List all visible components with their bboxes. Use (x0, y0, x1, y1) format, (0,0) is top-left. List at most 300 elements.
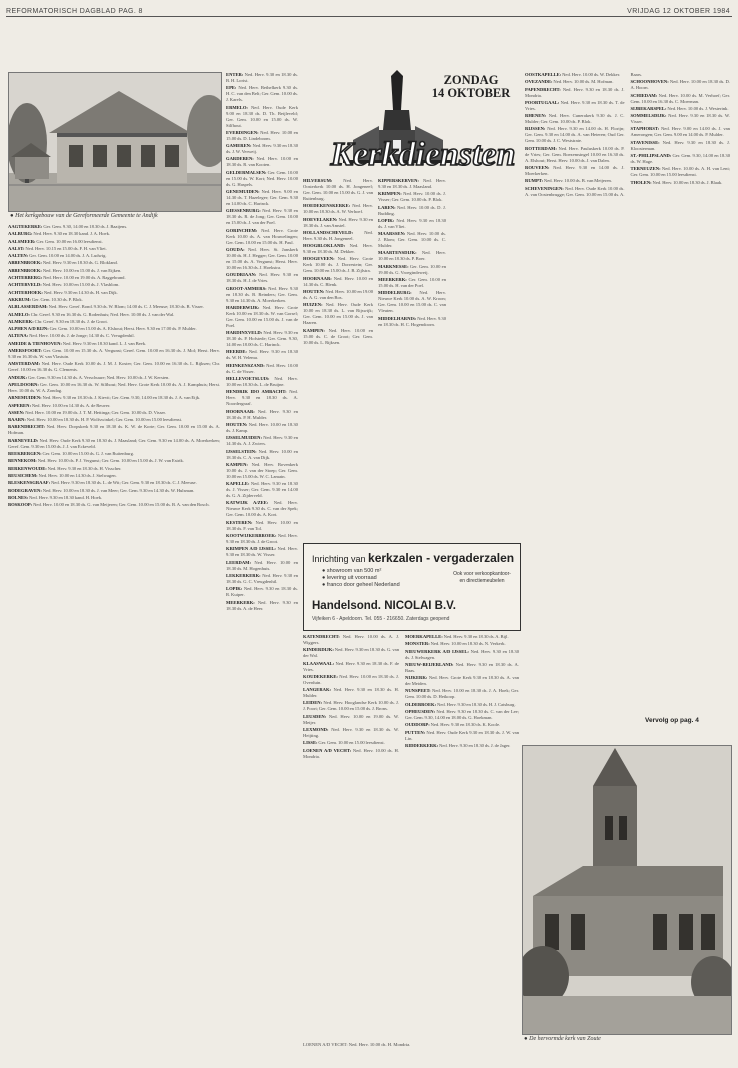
church-listing (226, 573, 298, 585)
listing-place: BARNEVELD: (8, 437, 40, 443)
listing-place: HOEDEKENSKERKE: (303, 203, 353, 209)
listing-services: Ned. Herv. 9.30 en 18.30 kand. J. A. Hoek. (33, 231, 111, 237)
church-listing (8, 410, 220, 416)
church-listing (8, 282, 220, 288)
church-listing (631, 166, 731, 178)
listing-place: LOPIK: (226, 586, 244, 592)
ad-item-list (322, 568, 400, 589)
listing-place: LEIDEN: (303, 700, 324, 706)
listing-place: LOPIK: (378, 217, 397, 223)
listing-place: ROUVEEN: (525, 165, 554, 171)
listing-place: HILVERSUM: (303, 178, 344, 183)
listing-place: AMEIDE & TIENHOVEN: (8, 340, 63, 346)
church-listing (303, 740, 399, 746)
listing-place: ABBENBROEK: (8, 267, 43, 273)
church-listing (226, 520, 298, 532)
church-listing (226, 72, 298, 84)
listing-services: Ned. Herv. 9.30 en 18.30 ds. J. Mondria. (525, 86, 625, 98)
listing-services: Ger. Gem. 10.00 en 15.00 ds. H. van der Poel. (378, 277, 446, 289)
church-listing (226, 156, 298, 168)
church-listing (525, 165, 625, 177)
church-listing (8, 326, 220, 332)
listing-place: MEERKERK: (226, 599, 258, 605)
church-listing (226, 349, 298, 361)
listing-place: LANGERAK: (303, 687, 334, 693)
listing-place: ST.-PHILIPSLAND: (630, 153, 673, 159)
church-listing (8, 348, 220, 360)
listing-place: GIESSENBURG: (226, 208, 263, 214)
listing-services: Ned. Herv. 9.30 en 18.30 ds. R. de Jong; Ger. Gem. 10.00 en 15.00 ds. J. van der Poel. (226, 208, 298, 226)
listing-place: ALMKERK: (8, 318, 35, 324)
listing-place: OVEZANDE: (525, 79, 554, 85)
listing-services: Ned. Herv. Oude Kerk 10.00 ds. J. M. J. Koster; Ger. Gem. 10.00 en 16.30 ds. L. Rijksen; Chr. Geref. 10.00 en 16.30 ds. G. Clements. (8, 361, 220, 373)
listing-services: Ned. Herv. 9.30 en 18.30 ds. W. Visser. (226, 546, 298, 558)
listing-place: GELDERMALSEN: (226, 169, 268, 175)
photo-caption-right (524, 1036, 730, 1042)
furniture-ad (303, 543, 521, 631)
listing-place: AALBURG: (8, 231, 34, 237)
listing-services: Ned. Herv. 9.30 en 18.30 ds. H. Visscher. (47, 465, 122, 471)
listing-services: Ger. Gem. 10.00 en 15.30 ds. A. Vergunst; Geref. Gem. 10.00 en 16.30 ds. J. Mol; Herst. Herv. 9.30 en 16.30 ds. W. van Vlastuin. (8, 348, 220, 360)
church-listing (8, 375, 220, 381)
listing-place: KAPELLE: (226, 481, 251, 487)
ad-item: ● levering uit voorraad (322, 575, 377, 581)
listing-place: ANDIJK: (8, 374, 28, 380)
listing-services: Ger. Gem. 10.00 en 15.00 ds. W. Kort; Ned. Herv. 10.00 ds. G. Haspels. (226, 169, 298, 187)
listing-services: Ned. Herv. Bovenkerk 10.00 ds. J. van der Stoep; Ger. Gem. 10.00 en 15.00 ds. W. C. Lamain. (226, 461, 298, 479)
listing-services: Ned. Herv. 10.00 en 18.30 ds. J. A. Hoek; Ger. Gem. 10.00 ds. D. Heikoop. (405, 688, 519, 700)
listing-place: AAGTEKERKE: (8, 224, 44, 229)
listing-place: LEERDAM: (226, 559, 255, 565)
listing-services: Ger. Gem. 10.00 en 14.00 ds. J. A. Ludwig. (29, 253, 107, 259)
listing-services: Ned. Herv. 10.00 en 18.30 ds. J. van Meer; Ger. Gem. 9.30 en 14.30 ds. W. Hulsman. (42, 487, 195, 493)
listing-place: HOUTEN: (303, 289, 326, 295)
header-rule (6, 16, 732, 17)
listing-services: Ned. Herv. 9.30 ds. H. Jongeneel. (303, 229, 373, 241)
listing-place: RHENEN: (525, 113, 549, 119)
listing-place: PUTTEN: (405, 729, 427, 735)
listing-place: OLDEBROEK: (405, 701, 437, 707)
church-listing (226, 500, 298, 518)
column-3-lower (303, 634, 399, 1040)
listing-place: BAARN: (8, 417, 27, 423)
listing-place: KAMPEN: (303, 327, 329, 333)
listing-place: GOUDRIAAN: (226, 272, 259, 278)
church-listing (8, 451, 220, 457)
listing-services: Ned. Herv. 10.00 ds. D. J. Budding. (378, 204, 446, 216)
church-listing (303, 687, 399, 699)
church-listing (8, 333, 220, 339)
church-listing (303, 217, 373, 229)
listing-services: Ned. Herv. 9.30 en 18.30 ds. P. Hofstede; Ger. Gem. 9.30, 14.00 en 18.00 ds. C. Harinck. (226, 330, 298, 348)
listing-services: Ned. Herv. Bethelkerk 9.30 ds. H. C. van den Belt; Ger. Gem. 10.00 ds. J. Karels. (226, 85, 298, 103)
listing-place: POORTUGAAL: (525, 99, 561, 105)
listing-place: LEUSDEN: (303, 713, 329, 719)
photo-caption-left (10, 213, 224, 219)
listing-place: MONSTER: (405, 641, 431, 647)
church-listing (525, 100, 625, 112)
church-listing (405, 688, 519, 700)
listing-services: Ned. Herv. 9.30 en 18.30 ds. F. de Vries. (303, 660, 399, 672)
church-listing (303, 203, 373, 215)
listing-place: SCHOONHOVEN: (630, 79, 670, 85)
listing-place: RIJSSEN: (525, 126, 548, 132)
listing-services: Ned. Herv. 10.00 en 18.30 ds. F. van Tol. (226, 519, 298, 531)
listing-services: Ned. Herv. 9.30 en 18.30 ds. G. van der Wal. (303, 647, 399, 659)
church-listing (378, 218, 446, 230)
vervolg-note: Vervolg op pag. 4 (645, 717, 699, 724)
church-listing (525, 178, 625, 184)
listing-place: NUNSPEET: (405, 688, 432, 694)
listing-services: Ned. Herv. 9.30 en 18.30 ds. B. H. Lorist. (226, 72, 298, 83)
page-header-right: VRIJDAG 12 OKTOBER 1984 (627, 8, 730, 15)
ad-address: Vijfeiken 6 - Apeldoorn. Tel. 055 - 216650. Zaterdags geopend (312, 616, 450, 622)
listing-place: KAMPEN: (226, 461, 252, 467)
church-listing (525, 87, 625, 99)
listing-services: Ned. Herv. 10.00 en 19.00 ds. J. T. M. Hettinga; Ger. Gem. 10.00 ds. D. Visser. (25, 409, 166, 415)
church-listing (303, 727, 399, 739)
listing-services: Ger. Gem. 9.30, 14.00 en 18.30 ds. J. Baaijens. (43, 224, 128, 229)
church-listing (8, 231, 220, 237)
listing-place: LEKKERKERK: (226, 572, 263, 578)
listing-services: Ned. Herv. 9.30 en 18.30 ds. J. Kloosterman. (630, 139, 730, 151)
listing-place: NIJKERK: (405, 675, 429, 681)
listing-services: Ned. Herv. 9.30 en 18.30 ds. H. C. Hogendoorn. (378, 315, 446, 327)
listing-services: Chr. Geref. 9.30 en 18.30 ds. J. de Groot. (34, 318, 108, 324)
listing-services: Ned. Herv. 10.00 en 18.30 ds. J. Kamp. (226, 421, 298, 433)
heading-date-day: ZONDAG (443, 73, 499, 87)
church-listing (226, 422, 298, 434)
church-listing (226, 228, 298, 246)
listing-services: Ned. Herv. 9.30 en 18.30 kand. H. Hoek. (29, 494, 103, 500)
church-listing (226, 533, 298, 545)
column-4 (378, 178, 446, 538)
listing-services: Ned. Herv. Geref. Bond. 9.30 ds. W. Blom; 14.00 ds. C. J. Meeuse; 18.30 ds. B. Visser. (48, 304, 204, 310)
listing-place: GROOT-AMMERS: (226, 285, 269, 291)
church-listing (303, 634, 399, 646)
church-listing (8, 260, 220, 266)
church-listing (303, 289, 373, 301)
church-listing (8, 304, 220, 310)
listing-place: LEXMOND: (303, 727, 332, 733)
listing-place: ASPEREN: (8, 402, 32, 408)
listing-services: Ger. Gem. 9.30 en 14.30 ds. A. Verschuure; Ned. Herv. 10.00 ds. J. W. Kersten. (28, 374, 170, 380)
listing-place: ACHTERHOEK: (8, 289, 44, 295)
church-listing (303, 256, 373, 274)
listing-place: HOORNAAR: (303, 275, 334, 281)
listing-place: LOENEN A/D VECHT: (303, 747, 353, 753)
listing-place: HOORNAAR: (226, 408, 258, 414)
church-listing (631, 126, 731, 138)
listing-services: Ned. Herv. Oude Kerk 10.00 en 18.30 ds. L. van Rijswijk; Ger. Gem. 10.00 en 15.00 ds. J. van Haaren. (303, 302, 373, 326)
listing-place: KRIMPEN A/D IJSSEL: (226, 546, 278, 552)
listing-services: Ned. Herv. 10.00 en 18.30 ds. L. de Bruijne. (226, 376, 298, 388)
church-listing (405, 641, 519, 647)
listing-place: PAPENDRECHT: (525, 86, 563, 92)
church-listing (226, 305, 298, 329)
heading-block (303, 70, 521, 174)
church-listing (8, 290, 220, 296)
church-listing (226, 389, 298, 407)
listing-services: Ned. Herv. 9.30 en 18.30 ds. H. J. Catsburg. (437, 701, 516, 707)
listing-place: OOSTKAPELLE: (525, 72, 563, 77)
listing-services: Ned. Herv. 9.30 en 18.30 ds. J. Stelwagen. (405, 648, 519, 660)
church-listing (303, 328, 373, 346)
listing-services: Ned. Herv. 9.30 en 14.30 ds. A. J. Zwiers. (226, 435, 298, 447)
church-listing (226, 286, 298, 304)
listing-services: Ned. Herv. 9.30 en 18.30 ds. C. van der Lee; Ger. Gem. 9.30, 14.00 en 18.00 ds. G. Hoekman. (405, 709, 519, 721)
listing-place: ERMELO: (226, 104, 251, 110)
listing-services: Ned. Herv. 9.30 en 18.30 ds. A. de Heer. (226, 599, 298, 611)
column-5 (525, 72, 730, 712)
church-listing (525, 72, 625, 78)
listing-services: Chr. Geref. 9.30 en 16.30 ds. G. Rodenhuis; Ned. Herv. 10.00 ds. J. van der Wal. (30, 311, 175, 317)
listing-services: Ned. Herv. 10.00 en 18.30 ds. A. W. Verhoef. (303, 203, 373, 215)
listing-place: NIEUWERKERK A/D IJSSEL: (405, 648, 471, 654)
heading-title (325, 134, 521, 172)
listing-place: KATENDRECHT: (303, 634, 343, 639)
church-listing (8, 382, 220, 394)
listing-place: HUIZEN: (303, 302, 326, 308)
church-listing (8, 275, 220, 281)
listing-services: Ger. Gem. 10.00 en 16.00 leesdienst. (36, 238, 103, 244)
listing-services: Ned. Herv. 10.15 en 15.00 ds. F. H. van Vliet. (25, 245, 107, 251)
church-listing (8, 224, 220, 230)
listing-place: SCHIEDAM: (630, 92, 659, 98)
listing-place: ASSEN: (8, 409, 26, 415)
church-listing (405, 662, 519, 674)
listing-place: BODEGRAVEN: (8, 487, 43, 493)
heading-date-date: 14 OKTOBER (431, 86, 511, 100)
church-listing (303, 276, 373, 288)
listing-place: IJSSELMUIDEN: (226, 435, 264, 441)
ad-headline-plain: Inrichting van (312, 554, 369, 564)
church-listing (631, 106, 731, 112)
listing-services: Ned. Herv. 10.00 ds. A. J. Wiggers. (303, 634, 399, 645)
church-listing (226, 330, 298, 348)
church-listing (303, 714, 399, 726)
listing-place: BOLNES: (8, 494, 30, 500)
listing-services: Ned. Herv. St. Janskerk 10.00 ds. H. J. Hegger; Ger. Gem. 10.00 en 15.00 ds. A. Vergunst; Herst. Herv. 10.00 en 16.30 ds. J. Hoekstra. (226, 246, 298, 270)
church-listing (8, 395, 220, 401)
church-listing (303, 243, 373, 255)
caption-bullet-icon: ● (524, 1036, 528, 1042)
listing-services: Ned. Herv. Oude Kerk 9.30 en 18.30 ds. J. Maasland; Ger. Gem. 9.30 en 14.00 ds. A. Moerkerken; Geref. Gem. 9.30 en 15.00 ds. J. J. van Eckeveld. (8, 437, 220, 449)
church-listing (405, 634, 519, 640)
listing-place: ACHTERBERG: (8, 275, 44, 281)
listing-services: Ned. Herv. 10.00 en 18.30 ds. G. van Meijeren; Ger. Gem. 10.00 en 15.00 ds. B. A. van den Bosch. (33, 502, 210, 508)
listing-place: KRIMPEN: (378, 191, 404, 197)
church-listing (226, 376, 298, 388)
last-line: LOENEN A/D VECHT: Ned. Herv. 10.00 ds. H. Mondria. (303, 1042, 411, 1047)
listing-services: Ned. Herv. 9.30 en 18.30 ds. R. Kuiper. (226, 586, 298, 598)
church-listing (378, 250, 446, 262)
listing-services: Ned. Herv. 9.30 en 18.30 ds. W. H. Velema. (226, 349, 298, 361)
listing-services: Ned. Herv. 10.00 ds. B. van Meijeren. (543, 178, 612, 184)
listing-place: THOLEN: (630, 179, 653, 185)
listing-place: HOEVELAKEN: (303, 216, 339, 222)
church-listing (226, 85, 298, 103)
listing-services: Ger. Gem. 10.00 en 15.00 ds. G. J. van Ruitenburg. (42, 451, 135, 457)
listing-services: Ned. Herv. Oude Kerk 9.00 en 18.30 ds. D. Th. Beijleveld; Ger. Gem. 10.00 en 15.00 ds. W. Silfhout. (226, 104, 298, 128)
listing-services: Ned. Herv. 9.30 en 18.30 ds. J. Maasland. (378, 178, 446, 189)
listing-place: MOERKAPELLE: (405, 634, 444, 639)
listing-services: Ned. Herv. 9.30 en 18.30 ds. W. Heijting. (303, 727, 399, 739)
listing-place: LISSE: (303, 740, 319, 746)
church-listing (8, 268, 220, 274)
listing-services: Ned. Herv. 9.30 en 18.30 ds. H. Mulder. (303, 687, 399, 699)
church-listing (8, 341, 220, 347)
listing-place: AALSMEER: (8, 238, 37, 244)
listing-services: Ned. Herv. 10.00 ds. W. Dekker. (562, 72, 621, 77)
church-listing (525, 146, 625, 164)
church-listing (8, 466, 220, 472)
church-listing (226, 600, 298, 612)
listing-place: ALBLASSERDAM: (8, 304, 49, 310)
listing-services: Ned. Herv. 9.30 en 14.30 ds. H. van Dijk. (43, 289, 118, 295)
listing-services: Ned. Herv. Grote Kerk 10.00 en 18.30 ds. W. van Gorsel; Ger. Gem. 10.00 en 15.00 ds. J. van de Poel. (226, 304, 298, 328)
listing-place: KATWIJK A/ZEE: (226, 500, 274, 506)
listing-place: KOUDEKERKE: (303, 673, 340, 679)
listing-services: Ned. Herv. 9.30 en 18.30 ds. T. de Vries. (525, 99, 625, 111)
church-listing (378, 316, 446, 328)
listing-place: IJSSELSTEIN: (226, 448, 259, 454)
column-2 (226, 72, 298, 1060)
caption-text: Het kerkgebouw van de Gereformeerde Gemeente te Andijk (15, 213, 158, 219)
church-listing (226, 105, 298, 129)
listing-place: HOOGBLOKLAND: (303, 243, 350, 249)
listing-place: BEEKBERGEN: (8, 451, 43, 457)
church-listing (226, 586, 298, 598)
listing-place: GORINCHEM: (226, 227, 262, 233)
church-listing (8, 312, 220, 318)
church-listing (405, 675, 519, 687)
listing-services: Ned. Herv. Oosterkerk 10.00 ds. H. Jongeneel; Ger. Gem. 10.00 en 15.00 ds. G. J. van Ruitenburg. (303, 178, 373, 201)
listing-services: Ned. Herv. 10.00 en 18.30 ds. J. Overduin. (303, 673, 399, 685)
listing-place: HARDERWIJK: (226, 304, 263, 310)
listing-place: HENDRIK IDO AMBACHT: (226, 389, 290, 395)
listing-place: BLESKENSGRAAF: (8, 480, 51, 486)
church-tower-photo (522, 745, 732, 1035)
listing-services: Ned. Herv. 10.00 en 14.30 ds. A. de Reuver. (31, 402, 111, 408)
listing-services: Ned. Herv. 9.30 en 18.30 ds. B. Reinders; Ger. Gem. 9.30 en 14.30 ds. A. Moerkerken. (226, 285, 298, 303)
listing-services: Ned. Herv. 9.30 en 14.00 ds. J. Moerkerken. (525, 165, 625, 177)
church-listing (8, 253, 220, 259)
listing-services: Ned. Herv. 10.00 en 18.30 ds. J. Blaak. (652, 179, 723, 185)
church-building-photo (8, 72, 222, 212)
listing-place: MEERKERK: (378, 277, 409, 283)
church-listing (8, 458, 220, 464)
listing-place: ALTENA: (8, 333, 30, 339)
column-1 (8, 224, 220, 1060)
listing-place: ENTER: (226, 72, 245, 77)
listing-services: Ned. Herv. 9.30 en 18.30 ds. J. Visser; Ger. Gem. 9.30 en 14.00 ds. G. A. Zijderveld. (226, 481, 298, 499)
listing-services: Ned. Herv. 9.30 en 18.30 ds. M. Dekker. (303, 243, 373, 255)
listing-services: Ned. Herv. 10.00 ds. M. Hofman. (553, 79, 614, 85)
listing-services: Ned. Herv. 9.30 en 18.30 ds. G. C. Vreugdenhil. (226, 572, 298, 584)
listing-place: HEINKENSZAND: (226, 362, 267, 368)
church-listing (8, 417, 220, 423)
listing-place: STAPHORST: (630, 126, 661, 132)
listing-services: Ned. Herv. 10.00 en 18.30 ds. M. Hogenhuis. (226, 559, 298, 571)
listing-place: OUDDORP: (405, 722, 431, 728)
church-listing (226, 143, 298, 155)
church-listing (631, 113, 731, 125)
church-listing (226, 546, 298, 558)
church-listing (525, 126, 625, 144)
heading-title-text: Kerkdiensten (330, 136, 516, 172)
listing-place: GAMEREN: (226, 143, 253, 149)
church-listing (303, 674, 399, 686)
listing-place: HOUTEN: (226, 421, 249, 427)
listing-place: GOUDA: (226, 246, 248, 252)
listing-place: AMSTERDAM: (8, 361, 42, 367)
church-listing (631, 140, 731, 152)
church-listing (8, 473, 220, 479)
church-listing (226, 247, 298, 271)
church-listing (378, 264, 446, 276)
church-listing (8, 438, 220, 450)
listing-place: AALTEN: (8, 253, 30, 259)
church-listing (405, 702, 519, 708)
listing-services: Ned. Herv. 10.00 ds. P. J. Vergunst; Ger. Gem. 10.00 en 15.00 ds. J. W. van Estrik. (37, 458, 185, 464)
page-header-left: REFORMATORISCH DAGBLAD PAG. 8 (6, 8, 143, 15)
listing-place: APELDOORN: (8, 381, 40, 387)
listing-place: BOSKOOP: (8, 502, 34, 508)
listing-place: HOLLANDSCHEVELD: (303, 229, 365, 235)
caption-text: De hervormde kerk van Zoute (529, 1036, 601, 1042)
listing-place: STAVENISSE: (630, 139, 663, 145)
listing-services: Ned. Herv. 10.00 ds. J. de Jonge; 14.30 ds. C. Vreugdenhil. (29, 333, 135, 339)
listing-place: RUMPT: (525, 178, 544, 184)
listing-place: HELLEVOETSLUIS: (226, 376, 275, 382)
ad-side-text: Ook voor verkoopkantoor- en directiemeubelen (453, 571, 511, 584)
church-listing (8, 403, 220, 409)
listing-place: AKKRUM: (8, 296, 32, 302)
caption-bullet-icon: ● (10, 213, 14, 219)
listing-place: MAARSSEN: (378, 231, 407, 237)
church-listing (226, 363, 298, 375)
listing-place: GARDEREN: (226, 156, 257, 162)
ad-item: ● showroom van 500 m² (322, 568, 382, 574)
listing-services: Ned. Herv. Hooglandse Kerk 10.00 ds. J. J. Poort; Ger. Gem. 10.00 en 15.00 ds. J. Brons. (303, 700, 399, 712)
column-3 (303, 178, 373, 538)
ad-headline (312, 551, 514, 565)
listing-services: Ned. Herv. 10.00 en 15.00 ds. C. de Groot; Ger. Gem. 10.00 ds. L. Rijksen. (303, 327, 373, 345)
listing-place: EVERDINGEN: (226, 129, 261, 135)
church-listing (405, 709, 519, 721)
church-listing (8, 239, 220, 245)
listing-services: Ned. Herv. 10.00 en 15.00 ds. J. van Eijken. (42, 267, 122, 273)
listing-place: LAREN: (378, 204, 398, 210)
listing-services: Ned. Herv. 9.30 en 18.30 ds. H. J. de Vries. (226, 272, 298, 284)
listing-services: Ned. Herv. 10.00 en 15.00 ds. J. Vlasblom. (42, 282, 120, 288)
listing-services: Ger. Gem. 10.00 en 16.30 ds. W. Silfhout; Ned. Herv. Grote Kerk 10.00 ds. A. J. Kamphuis; Herst. Herv. 10.00 ds. W. A. Zondag. (8, 381, 220, 393)
listing-services: Ned. Herv. Nieuwe Kerk 9.30 ds. C. van der Spek; Ger. Gem. 10.00 ds. A. Kort. (226, 500, 298, 518)
church-listing (378, 178, 446, 190)
listing-services: Ned. Herv. 9.30 en 18.30 ds. J. de Groot. (226, 533, 298, 545)
listing-place: MIDDELBURG: (378, 290, 420, 296)
listing-services: Ned. Herv. 10.00 ds. J. Blom; Ger. Gem. 10.00 ds. C. Mulder. (378, 231, 446, 249)
listing-services: Ned. Herv. Cunerakerk 9.30 ds. J. C. Mulder; Ger. Gem. 10.00 ds. P. Blok. (525, 113, 625, 125)
listing-place: ABBENBROEK: (8, 260, 43, 266)
listing-place: SCHEVENINGEN: (525, 185, 565, 191)
listing-place: BERKENWOUDE: (8, 465, 48, 471)
listing-services: Ger. Gem. 10.00 en 19.00 ds. G. Vroegindeweij. (378, 263, 446, 275)
church-listing (8, 319, 220, 325)
listing-place: KIPPERSKERVEN: (378, 178, 424, 183)
listing-place: BENNEKOM: (8, 458, 38, 464)
